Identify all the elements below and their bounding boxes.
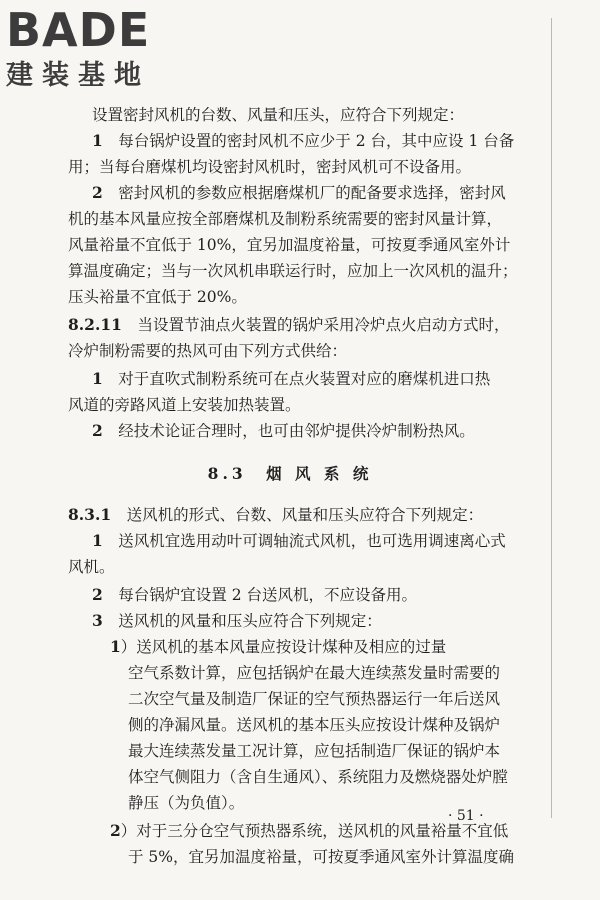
item-number: 8.3.1 [68, 505, 112, 524]
text-line: 设置密封风机的台数、风量和压头，应符合下列规定： [92, 106, 465, 124]
text-line: 2）对于三分仓空气预热器系统，送风机的风量裕量不宜低 [110, 821, 509, 840]
text-line: 算温度确定；当与一次风机串联运行时，应加上一次风机的温升； [68, 262, 518, 280]
text-line: 体空气侧阻力（含自生通风）、系统阻力及燃烧器处炉膛 [128, 768, 508, 786]
text-line: 冷炉制粉需要的热风可由下列方式供给： [68, 342, 348, 360]
text-line: 于 5%，宜另加温度裕量，可按夏季通风室外计算温度确 [128, 848, 515, 866]
text-line: 风机。 [68, 558, 115, 576]
text-line: 压头裕量不宜低于 20%。 [68, 288, 247, 306]
logo-subtitle: 建装基地 [6, 60, 150, 91]
text-line: 最大连续蒸发量工况计算，应包括制造厂保证的锅炉本 [128, 742, 501, 760]
section-heading: 8.3 烟 风 系 统 [207, 464, 373, 483]
page-number: · 51 · [448, 808, 484, 824]
text-line: 1）送风机的基本风量应按设计煤种及相应的过量 [110, 637, 447, 656]
clause-line: 8.2.11 当设置节油点火装置的锅炉采用冷炉点火启动方式时， [68, 315, 510, 334]
text-line: 1 每台锅炉设置的密封风机不应少于 2 台，其中应设 1 台备 [92, 131, 515, 150]
text-line: 1 对于直吹式制粉系统可在点火装置对应的磨煤机进口热 [92, 369, 491, 388]
logo [6, 3, 151, 92]
text-line: 二次空气量及制造厂保证的空气预热器运行一年后送风 [128, 690, 501, 708]
item-number: 8.2.11 [68, 315, 122, 334]
item-number: 1 [92, 131, 103, 150]
clause-line: 8.3.1 送风机的形式、台数、风量和压头应符合下列规定： [68, 505, 484, 524]
text-line: 侧的净漏风量。送风机的基本压头应按设计煤种及锅炉 [128, 716, 501, 734]
text-line: 用；当每台磨煤机均设密封风机时，密封风机可不设备用。 [68, 158, 472, 176]
item-number: 1 [110, 637, 121, 656]
text-line: 机的基本风量应按全部磨煤机及制粉系统需要的密封风量计算， [68, 210, 503, 228]
text-line: 3 送风机的风量和压头应符合下列规定： [92, 611, 382, 630]
text-line: 2 每台锅炉宜设置 2 台送风机，不应设备用。 [92, 585, 418, 604]
text-line: 空气系数计算，应包括锅炉在最大连续蒸发量时需要的 [128, 664, 501, 682]
item-number: 1 [92, 369, 103, 388]
item-number: 2 [92, 585, 103, 604]
item-number: 2 [92, 183, 103, 202]
text-line: 2 密封风机的参数应根据磨煤机厂的配备要求选择，密封风 [92, 183, 506, 202]
item-number: 3 [92, 611, 103, 630]
text-line: 2 经技术论证合理时，也可由邻炉提供冷炉制粉热风。 [92, 421, 475, 440]
item-number: 1 [92, 531, 103, 550]
item-number: 2 [110, 821, 121, 840]
page-edge-rule [551, 18, 552, 818]
text-line: 1 送风机宜选用动叶可调轴流式风机，也可选用调速离心式 [92, 531, 506, 550]
text-line: 静压（为负值）。 [128, 794, 245, 812]
text-line: 风量裕量不宜低于 10%，宜另加温度裕量，可按夏季通风室外计 [68, 236, 511, 254]
logo-brand: BADE [6, 3, 151, 57]
item-number: 2 [92, 421, 103, 440]
text-line: 风道的旁路风道上安装加热装置。 [68, 396, 301, 414]
